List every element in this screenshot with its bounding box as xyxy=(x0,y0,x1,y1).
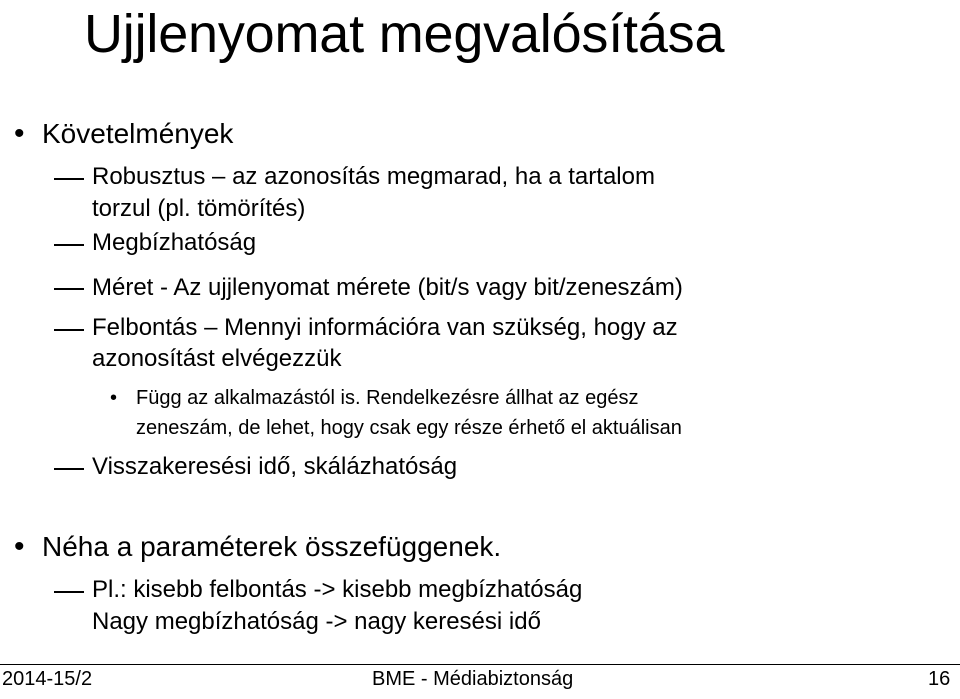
subsub-depends: Függ az alkalmazástól is. Rendelkezésre állhat az egész xyxy=(136,387,639,409)
dash-icon xyxy=(54,288,84,290)
slide-title: Ujjlenyomat megvalósítása xyxy=(84,4,725,64)
bullet-parameters: Néha a paraméterek összefüggenek. xyxy=(42,531,502,562)
dash-icon xyxy=(54,244,84,246)
small-bullet-icon: • xyxy=(110,387,118,409)
dash-icon xyxy=(54,468,84,470)
footer-divider xyxy=(0,664,960,665)
footer-course: BME - Médiabiztonság xyxy=(372,668,574,690)
footer-date: 2014-15/2 xyxy=(2,668,93,690)
footer-page-number: 16 xyxy=(928,668,951,690)
subitem-resolution-cont: azonosítást elvégezzük xyxy=(92,345,342,372)
subitem-retrieval: Visszakeresési idő, skálázhatóság xyxy=(92,453,458,480)
subitem-robust: Robusztus – az azonosítás megmarad, ha a tartalom xyxy=(92,163,655,190)
bullet-requirements: Követelmények xyxy=(42,118,234,149)
subitem-example-cont: Nagy megbízhatóság -> nagy keresési idő xyxy=(92,608,541,635)
dash-icon xyxy=(54,178,84,180)
dash-icon xyxy=(54,591,84,593)
subsub-depends-cont: zeneszám, de lehet, hogy csak egy része érhető el aktuálisan xyxy=(136,417,682,439)
bullet-dot-icon: • xyxy=(14,117,25,150)
subitem-reliability: Megbízhatóság xyxy=(92,229,257,256)
dash-icon xyxy=(54,329,84,331)
subitem-size: Méret - Az ujjlenyomat mérete (bit/s vagy bit/zeneszám) xyxy=(92,274,683,301)
subitem-robust-cont: torzul (pl. tömörítés) xyxy=(92,195,306,222)
subitem-resolution: Felbontás – Mennyi információra van szükség, hogy az xyxy=(92,314,678,341)
bullet-dot-icon: • xyxy=(14,530,25,563)
subitem-example: Pl.: kisebb felbontás -> kisebb megbízhatóság xyxy=(92,576,583,603)
